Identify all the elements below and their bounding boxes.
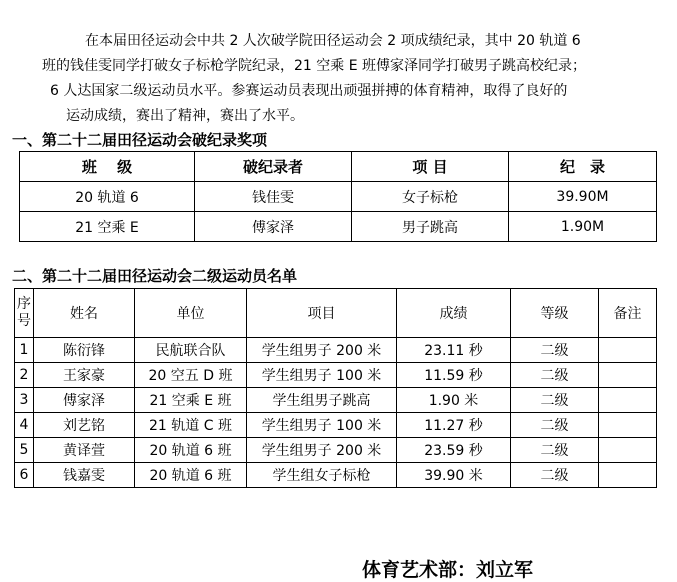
cell-seq: 5 <box>15 438 34 463</box>
header-event: 项目 <box>247 289 397 338</box>
cell-record-holder: 傅家泽 <box>195 212 352 242</box>
cell-name: 钱嘉雯 <box>34 463 135 488</box>
cell-record-holder: 钱佳雯 <box>195 182 352 212</box>
table-row <box>20 182 657 212</box>
cell-note <box>599 388 657 413</box>
table-row <box>15 388 657 413</box>
cell-note <box>599 363 657 388</box>
cell-level: 二级 <box>511 388 599 413</box>
cell-event: 学生组男子 200 米 <box>247 338 397 363</box>
cell-unit: 21 轨道 C 班 <box>135 413 247 438</box>
signature: 体育艺术部：刘立军 <box>362 559 534 581</box>
table-row <box>15 463 657 488</box>
intro-line-2: 班的钱佳雯同学打破女子标枪学院纪录，21 空乘 E 班傅家泽同学打破男子跳高校纪录； <box>42 58 587 74</box>
table-row <box>15 363 657 388</box>
cell-seq: 6 <box>15 463 34 488</box>
cell-level: 二级 <box>511 338 599 363</box>
cell-level: 二级 <box>511 413 599 438</box>
cell-seq: 2 <box>15 363 34 388</box>
table-row <box>15 413 657 438</box>
cell-name: 傅家泽 <box>34 388 135 413</box>
header-seq <box>15 289 34 338</box>
header-level: 等级 <box>511 289 599 338</box>
cell-event: 男子跳高 <box>352 212 509 242</box>
table-row <box>15 338 657 363</box>
cell-event: 女子标枪 <box>352 182 509 212</box>
cell-level: 二级 <box>511 363 599 388</box>
header-record: 纪 录 <box>509 152 657 182</box>
cell-name: 陈衍锋 <box>34 338 135 363</box>
cell-seq: 3 <box>15 388 34 413</box>
cell-note <box>599 463 657 488</box>
cell-unit: 20 轨道 6 班 <box>135 438 247 463</box>
header-note: 备注 <box>599 289 657 338</box>
table-row <box>15 438 657 463</box>
header-record-holder: 破纪录者 <box>195 152 352 182</box>
cell-class: 21 空乘 E <box>20 212 195 242</box>
section2-title: 二、第二十二届田径运动会二级运动员名单 <box>12 267 298 285</box>
athlete-table <box>14 288 657 488</box>
cell-result: 39.90 米 <box>397 463 511 488</box>
record-table-header <box>20 152 657 182</box>
cell-result: 23.11 秒 <box>397 338 511 363</box>
cell-note <box>599 338 657 363</box>
header-event: 项 目 <box>352 152 509 182</box>
cell-result: 23.59 秒 <box>397 438 511 463</box>
cell-note <box>599 438 657 463</box>
section1-title: 一、第二十二届田径运动会破纪录奖项 <box>12 131 268 149</box>
cell-event: 学生组女子标枪 <box>247 463 397 488</box>
cell-unit: 20 轨道 6 班 <box>135 463 247 488</box>
cell-name: 王家豪 <box>34 363 135 388</box>
cell-unit: 民航联合队 <box>135 338 247 363</box>
header-name: 姓名 <box>34 289 135 338</box>
cell-event: 学生组男子 100 米 <box>247 413 397 438</box>
table-row <box>20 212 657 242</box>
cell-result: 11.59 秒 <box>397 363 511 388</box>
cell-name: 黄译萱 <box>34 438 135 463</box>
cell-name: 刘艺铭 <box>34 413 135 438</box>
intro-line-1: 在本届田径运动会中共 2 人次破学院田径运动会 2 项成绩纪录，其中 20 轨道 6 <box>85 33 581 49</box>
cell-unit: 21 空乘 E 班 <box>135 388 247 413</box>
cell-level: 二级 <box>511 438 599 463</box>
cell-event: 学生组男子 100 米 <box>247 363 397 388</box>
cell-result: 11.27 秒 <box>397 413 511 438</box>
cell-seq: 4 <box>15 413 34 438</box>
cell-result: 1.90 米 <box>397 388 511 413</box>
header-class: 班 级 <box>20 152 195 182</box>
cell-unit: 20 空五 D 班 <box>135 363 247 388</box>
cell-record: 39.90M <box>509 182 657 212</box>
record-table <box>19 151 657 242</box>
cell-note <box>599 413 657 438</box>
cell-class: 20 轨道 6 <box>20 182 195 212</box>
header-result: 成绩 <box>397 289 511 338</box>
header-seq-char-2: 号 <box>17 313 31 329</box>
cell-record: 1.90M <box>509 212 657 242</box>
cell-level: 二级 <box>511 463 599 488</box>
intro-line-3: 6 人达国家二级运动员水平。参赛运动员表现出顽强拼搏的体育精神，取得了良好的 <box>50 83 568 99</box>
cell-seq: 1 <box>15 338 34 363</box>
cell-event: 学生组男子跳高 <box>247 388 397 413</box>
intro-line-4: 运动成绩，赛出了精神，赛出了水平。 <box>66 108 304 124</box>
athlete-table-header <box>15 289 657 338</box>
header-seq-char-1: 序 <box>17 296 31 312</box>
cell-event: 学生组男子 200 米 <box>247 438 397 463</box>
header-unit: 单位 <box>135 289 247 338</box>
